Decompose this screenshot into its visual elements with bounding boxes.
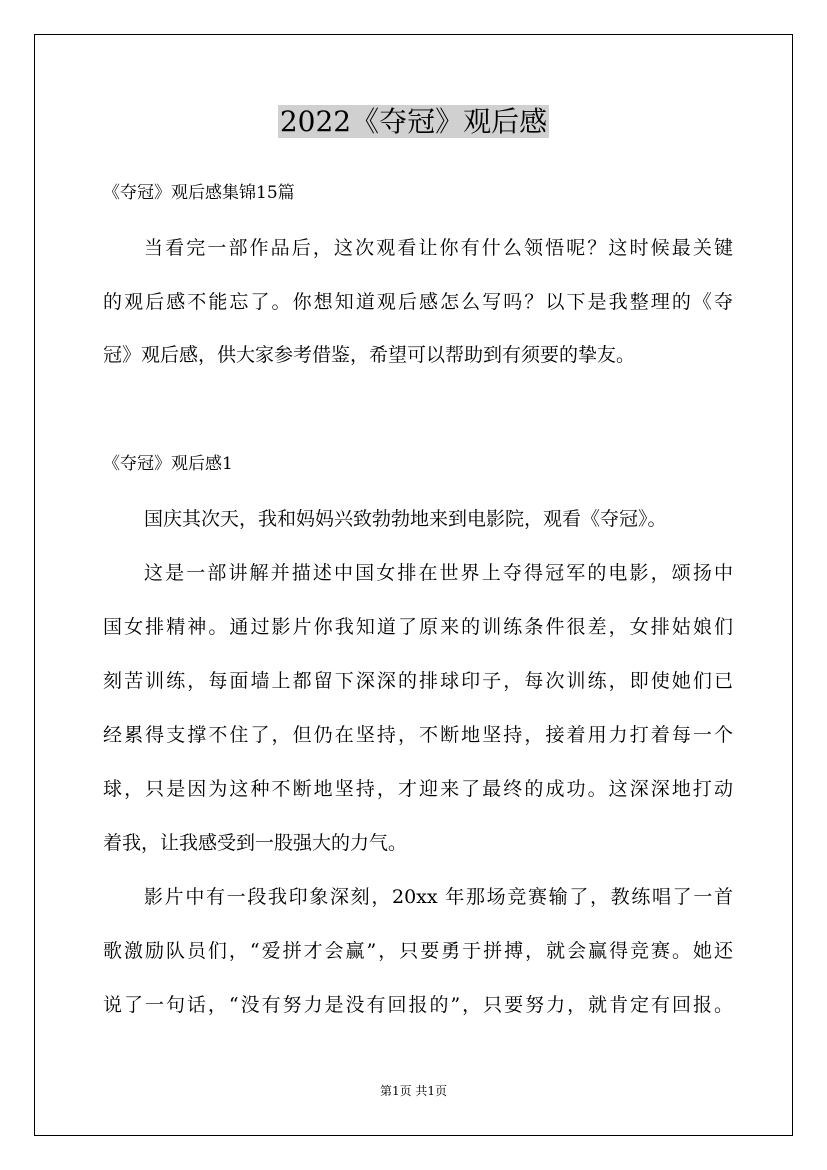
- page-footer: 第1页 共1页: [379, 1084, 448, 1098]
- section-heading: 《夺冠》观后感1: [103, 454, 233, 474]
- paragraph-line: 国女排精神。通过影片你我知道了原来的训练条件很差，女排姑娘们: [103, 616, 733, 638]
- intro-line: 冠》观后感，供大家参考借鉴，希望可以帮助到有须要的挚友。: [103, 344, 636, 366]
- paragraph-line: 球，只是因为这种不断地坚持，才迎来了最终的成功。这深深地打动: [103, 778, 733, 800]
- intro-line: 当看完一部作品后，这次观看让你有什么领悟呢？这时候最关键: [144, 237, 733, 259]
- paragraph-line: 歌激励队员们，“爱拼才会赢”，只要勇于拼搏，就会赢得竞赛。她还: [103, 940, 733, 962]
- paragraph-line: 着我，让我感受到一股强大的力气。: [103, 832, 408, 854]
- paragraph-line: 说了一句话，“没有努力是没有回报的”，只要努力，就肯定有回报。: [103, 994, 733, 1016]
- document-title: 2022《夺冠》观后感: [279, 105, 548, 138]
- paragraph-line: 影片中有一段我印象深刻，20xx 年那场竞赛输了，教练唱了一首: [144, 886, 733, 908]
- paragraph-line: 经累得支撑不住了，但仍在坚持，不断地坚持，接着用力打着每一个: [103, 724, 733, 746]
- paragraph-line: 国庆其次天，我和妈妈兴致勃勃地来到电影院，观看《夺冠》。: [144, 508, 667, 530]
- paragraph-line: 这是一部讲解并描述中国女排在世界上夺得冠军的电影，颂扬中: [144, 562, 733, 584]
- document-subtitle: 《夺冠》观后感集锦15篇: [103, 183, 295, 203]
- paragraph-line: 刻苦训练，每面墙上都留下深深的排球印子，每次训练，即使她们已: [103, 670, 733, 692]
- intro-line: 的观后感不能忘了。你想知道观后感怎么写吗？以下是我整理的《夺: [103, 291, 733, 313]
